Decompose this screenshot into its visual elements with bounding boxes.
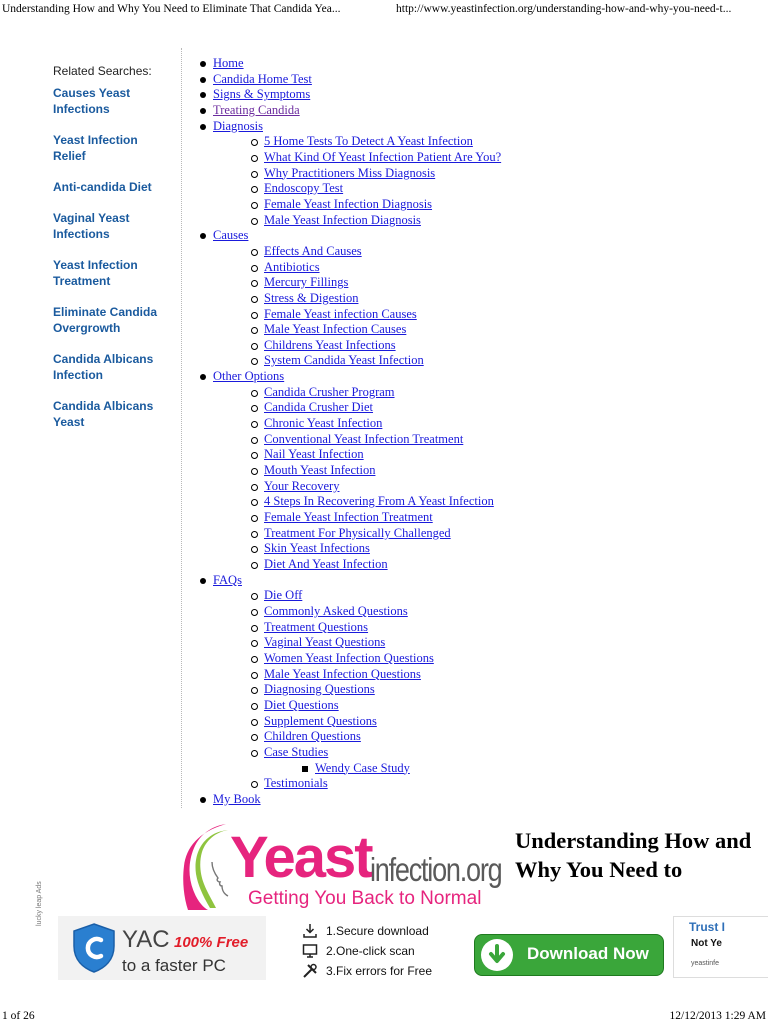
shield-icon [72, 922, 116, 974]
ad-step [302, 921, 432, 941]
nav-sublink[interactable]: System Candida Yeast Infection [264, 353, 424, 368]
circle-bullet-icon [251, 265, 258, 272]
nav-link-my-book[interactable]: My Book [213, 791, 261, 806]
nav-subitem [247, 291, 501, 307]
circle-bullet-icon [251, 515, 258, 522]
nav-subitem [247, 541, 501, 557]
tools-icon [302, 963, 318, 979]
nav-link-treating[interactable]: Treating Candida [213, 102, 300, 117]
circle-bullet-icon [251, 280, 258, 287]
print-header [0, 0, 768, 22]
nav-subitem [247, 588, 501, 604]
circle-bullet-icon [251, 186, 258, 193]
nav-subitem [247, 338, 501, 354]
nav-sublink[interactable]: Nail Yeast Infection [264, 447, 364, 462]
related-search-link[interactable]: Eliminate Candida Overgrowth [53, 305, 158, 335]
print-datetime: 12/12/2013 1:29 AM [669, 1010, 766, 1022]
nav-subitem [247, 432, 501, 448]
logo-wordmark: Yeast [230, 825, 372, 890]
nav-sublink[interactable]: Candida Crusher Program [264, 384, 395, 399]
nav-subitem [247, 260, 501, 276]
nav-item-other-options [196, 369, 501, 573]
nav-subitem [247, 510, 501, 526]
nav-sublink[interactable]: What Kind Of Yeast Infection Patient Are You? [264, 149, 502, 164]
related-searches-sidebar [53, 64, 173, 445]
square-bullet-icon [302, 766, 308, 772]
nav-sublist-other-options [213, 385, 501, 573]
ad-step [302, 941, 432, 961]
circle-bullet-icon [251, 672, 258, 679]
circle-bullet-icon [251, 656, 258, 663]
disc-bullet-icon [200, 578, 206, 584]
circle-bullet-icon [251, 218, 258, 225]
nav-sublink[interactable]: Conventional Yeast Infection Treatment [264, 431, 464, 446]
nav-subitem [247, 322, 501, 338]
nav-sublink[interactable]: Your Recovery [264, 478, 340, 493]
nav-sublink[interactable]: 4 Steps In Recovering From A Yeast Infection [264, 494, 494, 509]
nav-subitem [247, 385, 501, 401]
circle-bullet-icon [251, 296, 258, 303]
circle-bullet-icon [251, 358, 258, 365]
nav-subitem [247, 244, 501, 260]
circle-bullet-icon [251, 484, 258, 491]
circle-bullet-icon [251, 499, 258, 506]
circle-bullet-icon [251, 625, 258, 632]
nav-subitem [247, 526, 501, 542]
nav-sublink-case-studies[interactable]: Case Studies [264, 744, 329, 759]
nav-sublink[interactable]: Antibiotics [264, 259, 320, 274]
nav-sublink[interactable]: Mercury Fillings [264, 275, 349, 290]
nav-subitem [247, 667, 501, 683]
nav-subitem [247, 150, 501, 166]
circle-bullet-icon [251, 640, 258, 647]
nav-sublink[interactable]: Male Yeast Infection Causes [264, 322, 407, 337]
nav-subitem [247, 494, 501, 510]
nav-link-faqs[interactable]: FAQs [213, 572, 242, 587]
related-search-link[interactable]: Yeast Infection Relief [53, 133, 138, 163]
related-searches-heading: Related Searches: [53, 64, 152, 78]
nav-subitem [247, 416, 501, 432]
logo-tagline: Getting You Back to Normal [248, 888, 482, 909]
circle-bullet-icon [251, 781, 258, 788]
nav-item-diagnosis [196, 119, 501, 229]
circle-bullet-icon [251, 703, 258, 710]
nav-subitem [247, 213, 501, 229]
nav-subitem [247, 166, 501, 182]
nav-sublink[interactable]: Treatment Questions [264, 619, 369, 634]
nav-link-home[interactable]: Home [213, 56, 244, 70]
circle-bullet-icon [251, 421, 258, 428]
circle-bullet-icon [251, 750, 258, 757]
nav-subitem [247, 197, 501, 213]
disc-bullet-icon [200, 108, 206, 114]
nav-subitem [247, 307, 501, 323]
nav-sublink[interactable]: Male Yeast Infection Diagnosis [264, 212, 421, 227]
circle-bullet-icon [251, 327, 258, 334]
nav-sublink[interactable]: Diet And Yeast Infection [264, 557, 388, 571]
nav-subitem [247, 353, 501, 369]
page-counter: 1 of 26 [2, 1010, 35, 1022]
circle-bullet-icon [251, 452, 258, 459]
nav-sublink[interactable]: Mouth Yeast Infection [264, 463, 376, 478]
circle-bullet-icon [251, 343, 258, 350]
nav-subitem [247, 682, 501, 698]
nav-sublink[interactable]: Supplement Questions [264, 713, 377, 728]
nav-sublink[interactable]: Women Yeast Infection Questions [264, 650, 434, 665]
nav-subsubitem [298, 761, 501, 777]
nav-subitem [247, 729, 501, 745]
yac-title: YAC [122, 926, 170, 953]
print-header-url: http://www.yeastinfection.org/understanding-how-and-why-you-need-t... [396, 3, 732, 15]
circle-bullet-icon [251, 546, 258, 553]
download-icon [302, 923, 318, 939]
disc-bullet-icon [200, 92, 206, 98]
disc-bullet-icon [200, 77, 206, 83]
print-header-title: Understanding How and Why You Need to Eliminate That Candida Yea... [2, 3, 341, 15]
trust-status: Not Ye [691, 938, 722, 949]
nav-item-home [196, 56, 501, 72]
download-arrow-icon [481, 939, 513, 971]
nav-sublink[interactable]: Diet Questions [264, 697, 339, 712]
circle-bullet-icon [251, 609, 258, 616]
circle-bullet-icon [251, 593, 258, 600]
print-footer [0, 1008, 768, 1024]
nav-link-diagnosis[interactable]: Diagnosis [213, 118, 263, 133]
nav-item-faqs [196, 573, 501, 792]
ad-steps-list [302, 921, 432, 981]
circle-bullet-icon [251, 562, 258, 569]
nav-link-causes[interactable]: Causes [213, 228, 249, 243]
nav-subitem [247, 635, 501, 651]
nav-sublink[interactable]: Die Off [264, 588, 303, 603]
nav-sublink[interactable]: Effects And Causes [264, 243, 362, 258]
related-search-link[interactable]: Vaginal Yeast Infections [53, 211, 130, 241]
yac-subtitle: to a faster PC [122, 956, 226, 975]
disc-bullet-icon [200, 233, 206, 239]
circle-bullet-icon [251, 531, 258, 538]
nav-sublink[interactable]: Female Yeast infection Causes [264, 306, 417, 321]
nav-subitem [247, 275, 501, 291]
circle-bullet-icon [251, 468, 258, 475]
nav-sublink[interactable]: Treatment For Physically Challenged [264, 525, 451, 540]
nav-subitem [247, 714, 501, 730]
disc-bullet-icon [200, 124, 206, 130]
nav-subitem [247, 557, 501, 573]
nav-sublink[interactable]: Childrens Yeast Infections [264, 337, 396, 352]
nav-item-candida-home-test [196, 72, 501, 88]
nav-subitem [247, 479, 501, 495]
nav-subitem [247, 620, 501, 636]
ad-provider-label: lucky leap Ads [36, 881, 43, 926]
disc-bullet-icon [200, 61, 206, 67]
nav-sublink[interactable]: Female Yeast Infection Diagnosis [264, 196, 433, 211]
circle-bullet-icon [251, 405, 258, 412]
nav-sublink-testimonials[interactable]: Testimonials [264, 776, 328, 791]
nav-link-other-options[interactable]: Other Options [213, 369, 285, 384]
nav-sublist-causes [213, 244, 501, 369]
nav-item-my-book [196, 792, 501, 808]
yac-free-badge: 100% Free [174, 934, 249, 951]
nav-subitem [247, 134, 501, 150]
circle-bullet-icon [251, 155, 258, 162]
nav-subitem [247, 698, 501, 714]
ad-step-text: 1.Secure download [326, 924, 429, 938]
nav-sublink[interactable]: Children Questions [264, 729, 361, 744]
sidebar-divider [181, 48, 182, 808]
circle-bullet-icon [251, 312, 258, 319]
nav-subitem [247, 463, 501, 479]
nav-sublink[interactable]: Skin Yeast Infections [264, 541, 370, 556]
yac-ad[interactable] [58, 916, 266, 980]
nav-sublink[interactable]: Vaginal Yeast Questions [264, 635, 386, 650]
nav-sublink[interactable]: Commonly Asked Questions [264, 603, 408, 618]
page-title: Understanding How and Why You Need to [515, 828, 752, 882]
nav-sublink[interactable]: Candida Crusher Diet [264, 400, 374, 415]
nav-subitem [247, 651, 501, 667]
circle-bullet-icon [251, 734, 258, 741]
download-now-label: Download Now [527, 944, 649, 963]
circle-bullet-icon [251, 171, 258, 178]
nav-sublink-wendy[interactable]: Wendy Case Study [315, 760, 410, 775]
related-search-link[interactable]: Causes Yeast Infections [53, 86, 131, 116]
logo-domain: infection.org [370, 851, 502, 888]
download-now-button[interactable] [474, 934, 664, 976]
nav-sublink[interactable]: Male Yeast Infection Questions [264, 666, 421, 681]
nav-list [196, 56, 501, 808]
circle-bullet-icon [251, 437, 258, 444]
ad-step [302, 961, 432, 981]
nav-item-signs [196, 87, 501, 103]
nav-subitem [247, 604, 501, 620]
nav-item-treating [196, 103, 501, 119]
ad-step-text: 2.One-click scan [326, 944, 415, 958]
monitor-icon [302, 943, 318, 959]
nav-sublink[interactable]: Stress & Digestion [264, 290, 359, 305]
nav-subitem [247, 400, 501, 416]
nav-sublink[interactable]: Endoscopy Test [264, 181, 344, 196]
nav-sublink[interactable]: Why Practitioners Miss Diagnosis [264, 165, 436, 180]
nav-subitem-testimonials [247, 776, 501, 792]
nav-link-candida-home-test[interactable]: Candida Home Test [213, 71, 312, 86]
nav-sublist-faqs [213, 588, 501, 792]
disc-bullet-icon [200, 797, 206, 803]
site-logo[interactable] [182, 822, 512, 910]
circle-bullet-icon [251, 687, 258, 694]
circle-bullet-icon [251, 719, 258, 726]
site-navigation [196, 56, 501, 808]
nav-item-causes [196, 228, 501, 369]
trust-widget[interactable] [673, 916, 768, 978]
nav-sublink[interactable]: Chronic Yeast Infection [264, 416, 383, 431]
disc-bullet-icon [200, 374, 206, 380]
trust-title: Trust I [689, 920, 726, 934]
circle-bullet-icon [251, 202, 258, 209]
nav-sublink[interactable]: Diagnosing Questions [264, 682, 375, 697]
related-search-link[interactable]: Candida Albicans Infection [53, 352, 154, 382]
circle-bullet-icon [251, 249, 258, 256]
nav-subitem [247, 181, 501, 197]
related-search-link[interactable]: Candida Albicans Yeast [53, 399, 154, 429]
nav-sublink[interactable]: 5 Home Tests To Detect A Yeast Infection [264, 134, 473, 149]
nav-subitem [247, 447, 501, 463]
nav-sublist-diagnosis [213, 134, 501, 228]
related-search-link[interactable]: Yeast Infection Treatment [53, 258, 138, 288]
related-search-link[interactable]: Anti-candida Diet [53, 180, 152, 194]
nav-sublist-case-studies [264, 761, 501, 777]
nav-link-signs[interactable]: Signs & Symptoms [213, 87, 311, 102]
nav-subitem-case-studies [247, 745, 501, 776]
nav-sublink[interactable]: Female Yeast Infection Treatment [264, 510, 433, 525]
circle-bullet-icon [251, 390, 258, 397]
circle-bullet-icon [251, 139, 258, 146]
ad-step-text: 3.Fix errors for Free [326, 964, 433, 978]
trust-domain: yeastinfe [691, 960, 720, 967]
